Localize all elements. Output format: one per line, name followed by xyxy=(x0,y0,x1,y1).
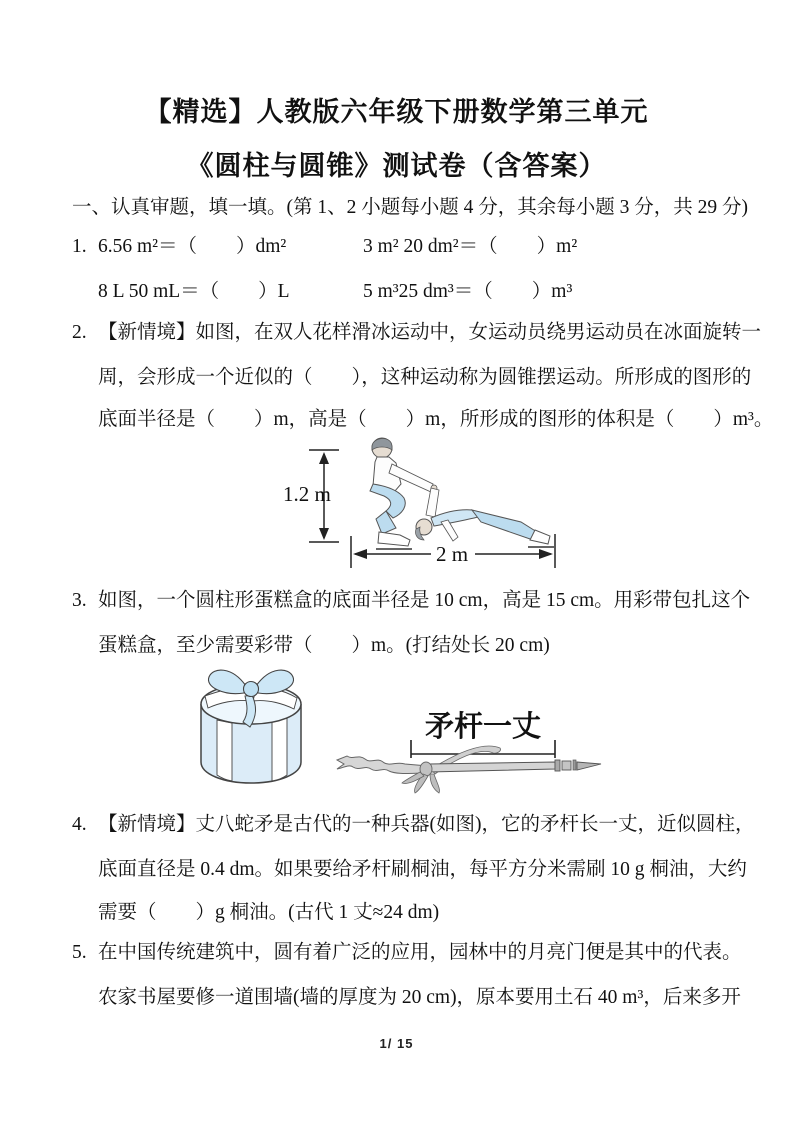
spear-svg xyxy=(333,696,605,798)
q1-blank-L-mL-to-L: 8 L 50 mL＝（ ）L xyxy=(98,281,290,302)
paper-title-line1: 【精选】人教版六年级下册数学第三单元 xyxy=(144,97,649,127)
question-3-text-2: 蛋糕盒，至少需要彩带（ ）m。(打结处长 20 cm) xyxy=(98,635,550,656)
q1-blank-m2dm2-to-m2: 3 m² 20 dm²＝（ ）m² xyxy=(363,236,578,257)
question-2-number: 2. xyxy=(72,322,87,343)
question-3-number: 3. xyxy=(72,590,87,611)
question-1-row-1 xyxy=(72,232,577,262)
question-3-line-1 xyxy=(72,586,750,616)
figure-cake-box xyxy=(186,658,314,801)
question-2-text-2: 周，会形成一个近似的（ ），这种运动称为圆锥摆运动。所形成的图形的 xyxy=(98,367,752,388)
question-1-number: 1. xyxy=(72,236,87,257)
skating-height-label: 1.2 m xyxy=(283,482,331,506)
question-3-text-1: 如图，一个圆柱形蛋糕盒的底面半径是 10 cm，高是 15 cm。用彩带包扎这个 xyxy=(98,590,751,611)
question-4-text-2: 底面直径是 0.4 dm。如果要给矛杆刷桐油，每平方分米需刷 10 g 桐油，大约 xyxy=(98,859,747,880)
question-2-line-1 xyxy=(72,318,761,348)
figure-skating-pair xyxy=(283,428,565,575)
question-2-text-1: 【新情境】如图，在双人花样滑冰运动中，女运动员绕男运动员在冰面旋转一 xyxy=(98,322,762,343)
skating-width-label: 2 m xyxy=(436,542,469,566)
female-skater-drawing xyxy=(415,488,554,547)
section1-heading: 一、认真审题，填一填。(第 1、2 小题每小题 4 分，其余每小题 3 分，共 29 分) xyxy=(72,197,748,218)
figure-snake-spear xyxy=(333,696,605,803)
spear-shaft-label: 矛杆一丈 xyxy=(424,711,542,743)
question-4-text-1: 【新情境】丈八蛇矛是古代的一种兵器(如图)，它的矛杆长一丈，近似圆柱， xyxy=(98,814,755,835)
question-5-text-1: 在中国传统建筑中，圆有着广泛的应用，园林中的月亮门便是其中的代表。 xyxy=(98,942,742,963)
question-5-text-2: 农家书屋要修一道围墙(墙的厚度为 20 cm)，原本要用土石 40 m³，后来多开 xyxy=(98,987,741,1008)
question-2-text-3: 底面半径是（ ）m，高是（ ）m，所形成的图形的体积是（ ）m³。 xyxy=(98,409,774,430)
skating-figure-svg xyxy=(283,428,565,570)
question-4-number: 4. xyxy=(72,814,87,835)
gift-box-svg xyxy=(186,658,314,796)
spear-drawing xyxy=(337,746,601,793)
question-1-row-2 xyxy=(98,277,572,307)
paper-title-line2: 《圆柱与圆锥》测试卷（含答案） xyxy=(186,151,607,181)
page-number: 1/ 15 xyxy=(379,1036,414,1051)
question-4-line-1 xyxy=(72,810,755,840)
question-4-text-3: 需要（ ）g 桐油。(古代 1 丈≈24 dm) xyxy=(98,902,440,923)
q1-blank-m2-to-dm2: 6.56 m²＝（ ）dm² xyxy=(98,236,287,257)
question-5-number: 5. xyxy=(72,942,87,963)
q1-blank-m3dm3-to-m3: 5 m³25 dm³＝（ ）m³ xyxy=(363,281,573,302)
question-5-line-1 xyxy=(72,938,742,968)
